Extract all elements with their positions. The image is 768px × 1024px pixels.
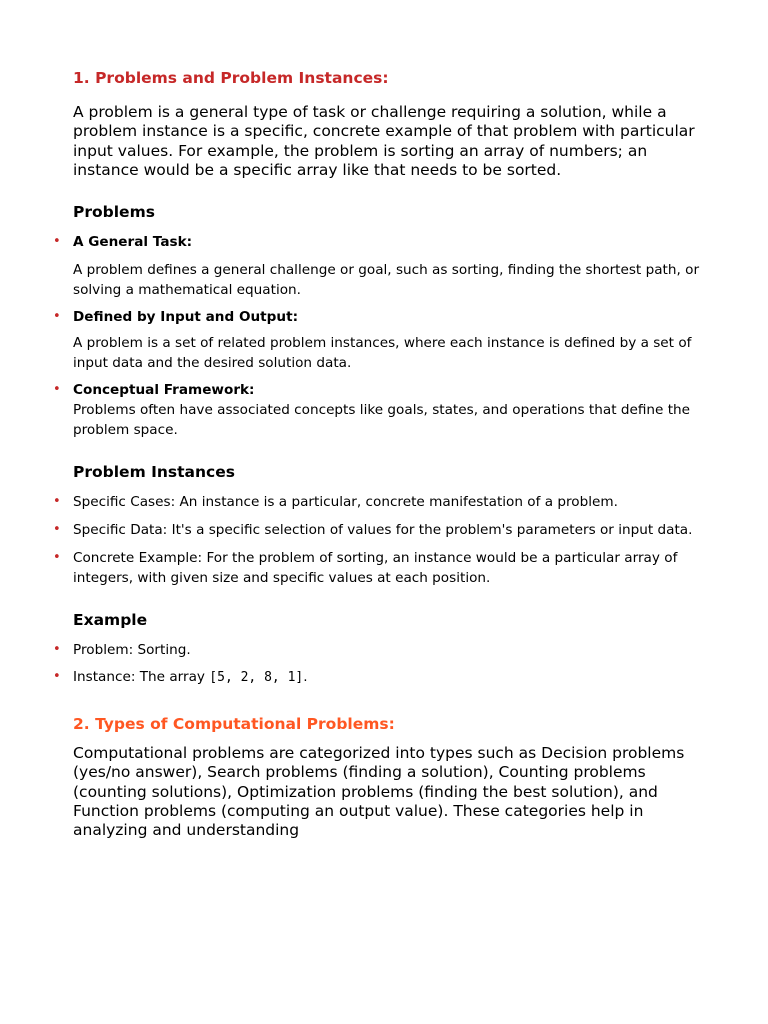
- problems-list: [53, 232, 713, 440]
- problems-heading: Problems: [73, 203, 155, 222]
- problems-item-desc: Problems often have associated concepts like goals, states, and operations that define the problem space.: [73, 402, 691, 439]
- instances-list: [53, 492, 713, 588]
- bullet-icon: •: [53, 642, 61, 658]
- example-instance-prefix: Instance: The array: [73, 669, 210, 686]
- section-1-heading: 1. Problems and Problem Instances:: [73, 69, 389, 87]
- instances-heading: Problem Instances: [73, 463, 235, 482]
- list-item: [53, 520, 713, 540]
- section-1-intro: A problem is a general type of task or challenge requiring a solution, while a problem instance is a specific, concrete example of that problem with particular input values. For example, the problem is sorting an array of numbers; an instance would be a specific array like that needs to be sorted.: [73, 103, 695, 179]
- problems-item-title: Conceptual Framework:: [73, 382, 255, 399]
- bullet-icon: •: [53, 309, 61, 325]
- bullet-icon: •: [53, 494, 61, 510]
- list-item: [53, 548, 713, 588]
- bullet-icon: •: [53, 382, 61, 398]
- problems-item-desc: A problem is a set of related problem instances, where each instance is defined by a set of input data and the desired solution data.: [73, 335, 692, 372]
- bullet-icon: •: [53, 234, 61, 250]
- example-instance-code: [5, 2, 8, 1]: [209, 670, 304, 686]
- example-problem-line: Problem: Sorting.: [73, 642, 191, 659]
- list-item: [53, 667, 713, 688]
- bullet-icon: •: [53, 550, 61, 566]
- instances-item: Concrete Example: For the problem of sorting, an instance would be a particular array of integers, with given size and specific values at each position.: [73, 550, 678, 587]
- document-content: [53, 66, 713, 841]
- list-item: [53, 307, 713, 373]
- section-2-heading: 2. Types of Computational Problems:: [73, 715, 395, 734]
- list-item: [53, 232, 713, 300]
- problems-item-title: A General Task:: [73, 234, 193, 251]
- problems-item-desc: A problem defines a general challenge or goal, such as sorting, finding the shortest path, or solving a mathematical equation.: [73, 262, 700, 299]
- list-item: [53, 492, 713, 512]
- example-instance-suffix: .: [303, 669, 308, 686]
- list-item: [53, 380, 713, 440]
- bullet-icon: •: [53, 669, 61, 685]
- instances-item: Specific Data: It's a specific selection of values for the problem's parameters or input data.: [73, 522, 693, 539]
- example-list: [53, 640, 713, 688]
- section-2-intro: Computational problems are categorized into types such as Decision problems (yes/no answer), Search problems (finding a solution), Counting problems (counting solutions), Optimization problems (finding the best solution), and Function problems (computing an output value). These categories help in analyzing and understanding: [73, 744, 685, 840]
- instances-item: Specific Cases: An instance is a particular, concrete manifestation of a problem.: [73, 494, 618, 511]
- problems-item-title: Defined by Input and Output:: [73, 309, 299, 326]
- example-heading: Example: [73, 611, 148, 630]
- list-item: [53, 640, 713, 660]
- bullet-icon: •: [53, 522, 61, 538]
